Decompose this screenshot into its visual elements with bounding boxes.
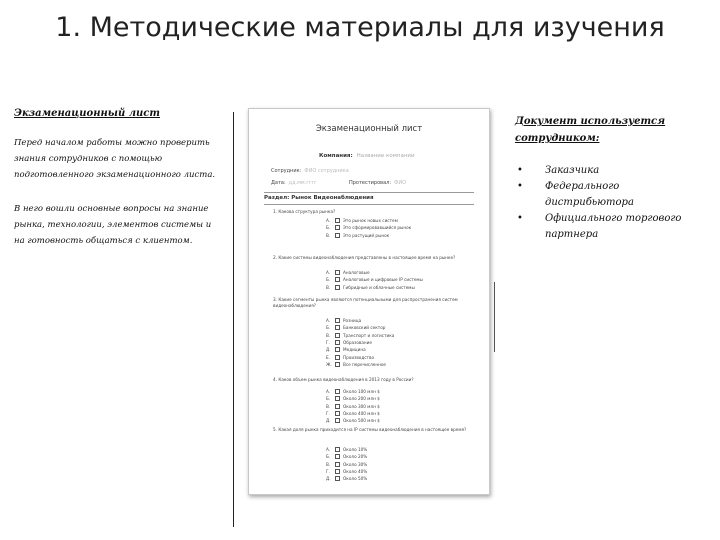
answer-checkbox[interactable] — [335, 389, 340, 394]
question-label: Какие сегменты рынка являются потенциальными для распространения систем видеонаблюдения? — [273, 297, 458, 308]
option-letter: А. — [326, 447, 331, 453]
answer-option — [326, 346, 394, 353]
exam-sheet-preview — [248, 108, 490, 495]
option-letter: А. — [326, 270, 331, 276]
option-text: Около 500 млн $ — [343, 418, 380, 424]
option-text: Розница — [343, 318, 362, 324]
left-column — [14, 108, 224, 267]
question-number: 3. — [273, 297, 277, 302]
question-number: 1. — [273, 209, 277, 214]
option-text: Банковский сектор — [343, 325, 386, 331]
option-text: Медицина — [343, 347, 366, 353]
bullet-text: Заказчика — [545, 165, 600, 176]
option-letter: Ж. — [326, 361, 332, 367]
question-text — [273, 377, 478, 383]
sheet-date-value: дд.мм.гггг — [288, 180, 317, 186]
answer-checkbox[interactable] — [335, 462, 340, 467]
sheet-date-label: Дата: — [271, 180, 286, 186]
option-text: Аналоговые — [343, 270, 370, 276]
answer-option — [326, 217, 411, 224]
sheet-date — [271, 180, 317, 186]
option-text: Около 400 млн $ — [343, 411, 380, 417]
sheet-company — [319, 153, 415, 159]
option-letter: Г. — [326, 469, 330, 475]
option-letter: Д. — [326, 476, 331, 482]
option-text: Транспорт и логистика — [343, 332, 395, 338]
option-letter: Е. — [326, 354, 330, 360]
question-number: 2. — [273, 255, 277, 260]
answer-option — [326, 317, 394, 324]
right-heading: Документ используется сотрудником: — [515, 116, 666, 144]
answer-options — [326, 317, 394, 368]
option-text: Около 300 млн $ — [343, 403, 380, 409]
answer-checkbox[interactable] — [335, 362, 340, 367]
option-text: Это рынок новых систем — [343, 218, 398, 224]
left-paragraph: В него вошли основные вопросы на знание рынка, технологии, элементов системы и на готовность общаться с клиентом. — [14, 204, 212, 246]
question-label: Каков объем рынка видеонаблюдения в 2013 году в России? — [278, 377, 414, 382]
option-letter: Б. — [326, 396, 331, 402]
option-letter: А. — [326, 318, 331, 324]
option-letter: Д. — [326, 347, 331, 353]
bullet-text: Официального торгового партнера — [545, 213, 682, 240]
slide-title: 1. Методические материалы для изучения — [55, 12, 665, 43]
answer-checkbox[interactable] — [335, 347, 340, 352]
answer-checkbox[interactable] — [335, 396, 340, 401]
answer-checkbox[interactable] — [335, 270, 340, 275]
bullet-icon: • — [517, 165, 523, 176]
answer-options — [326, 388, 380, 424]
option-letter: В. — [326, 284, 331, 290]
option-letter: В. — [326, 332, 331, 338]
option-letter: Б. — [326, 325, 331, 331]
bullet-text: Федерального дистрибьютора — [545, 181, 634, 208]
option-letter: В. — [326, 403, 331, 409]
answer-option — [326, 417, 380, 424]
left-paragraph: Перед началом работы можно проверить знания сотрудников с помощью подготовленного экзаменационного листа. — [14, 138, 216, 180]
answer-option — [326, 475, 367, 482]
bullet-icon: • — [517, 213, 523, 224]
answer-checkbox[interactable] — [335, 411, 340, 416]
option-letter: Б. — [326, 277, 331, 283]
answer-options — [326, 217, 411, 239]
bullet-icon: • — [517, 181, 523, 192]
option-text: Это растущий рынок — [343, 232, 390, 238]
option-letter: Г. — [326, 340, 330, 346]
answer-option — [326, 276, 423, 283]
answer-checkbox[interactable] — [335, 469, 340, 474]
option-text: Около 200 млн $ — [343, 396, 380, 402]
question-label: Какие системы видеонаблюдения представлены в настоящее время на рынке? — [278, 255, 456, 260]
option-text: Это сформировавшийся рынок — [343, 225, 412, 231]
left-heading: Экзаменационный лист — [14, 108, 160, 119]
sheet-rule — [264, 204, 474, 205]
answer-options — [326, 446, 367, 482]
answer-checkbox[interactable] — [335, 340, 340, 345]
option-letter: А. — [326, 218, 331, 224]
answer-checkbox[interactable] — [335, 218, 340, 223]
option-text: Образование — [343, 340, 372, 346]
option-letter: В. — [326, 232, 331, 238]
option-text: Около 40% — [343, 469, 368, 475]
sheet-section-title: Раздел: Рынок Видеонаблюдения — [264, 195, 374, 201]
answer-checkbox[interactable] — [335, 476, 340, 481]
sheet-employee — [271, 168, 349, 174]
answer-option — [326, 361, 394, 368]
option-letter: В. — [326, 461, 331, 467]
option-text: Около 100 млн $ — [343, 389, 380, 395]
question-text — [273, 297, 478, 309]
bullet-item — [515, 211, 710, 243]
answer-options — [326, 269, 423, 291]
question-text — [273, 255, 478, 261]
question-text — [273, 209, 478, 215]
answer-option — [326, 232, 411, 239]
answer-option — [326, 395, 380, 402]
answer-checkbox[interactable] — [335, 225, 340, 230]
answer-checkbox[interactable] — [335, 333, 340, 338]
answer-option — [326, 284, 423, 291]
bullet-list — [515, 163, 710, 243]
answer-checkbox[interactable] — [335, 355, 340, 360]
option-letter: Г. — [326, 411, 330, 417]
answer-option — [326, 453, 367, 460]
answer-option — [326, 468, 367, 475]
option-text: Около 20% — [343, 454, 368, 460]
answer-checkbox[interactable] — [335, 454, 340, 459]
option-text: Гибридные и облачные системы — [343, 284, 415, 290]
question-number: 4. — [273, 377, 277, 382]
answer-option — [326, 353, 394, 360]
bullet-item — [515, 179, 710, 211]
option-text: Все перечисленное — [343, 361, 386, 367]
answer-option — [326, 269, 423, 276]
option-letter: Б. — [326, 454, 331, 460]
answer-checkbox[interactable] — [335, 418, 340, 423]
answer-option — [326, 403, 380, 410]
answer-checkbox[interactable] — [335, 233, 340, 238]
answer-checkbox[interactable] — [335, 404, 340, 409]
answer-option — [326, 224, 411, 231]
sheet-rule — [264, 192, 474, 193]
bullet-item — [515, 163, 710, 179]
option-letter: А. — [326, 389, 331, 395]
answer-option — [326, 410, 380, 417]
question-label: Какова структура рынка? — [278, 209, 336, 214]
question-number: 5. — [273, 427, 277, 432]
answer-option — [326, 332, 394, 339]
answer-checkbox[interactable] — [335, 277, 340, 282]
answer-option — [326, 446, 367, 453]
option-text: Производство — [343, 354, 375, 360]
sheet-employee-label: Сотрудник: — [271, 168, 302, 174]
right-column — [515, 113, 710, 243]
option-text: Аналоговые и цифровые IP системы — [343, 277, 423, 283]
answer-option — [326, 324, 394, 331]
answer-checkbox[interactable] — [335, 447, 340, 452]
option-letter: Б. — [326, 225, 331, 231]
option-letter: Д. — [326, 418, 331, 424]
sheet-tested-value: ФИО — [394, 180, 407, 186]
sheet-employee-value: ФИО сотрудника — [304, 168, 349, 174]
option-text: Около 30% — [343, 461, 368, 467]
sheet-tested — [349, 180, 406, 186]
option-text: Около 50% — [343, 476, 368, 482]
sheet-tested-label: Протестировал: — [349, 180, 392, 186]
answer-checkbox[interactable] — [335, 285, 340, 290]
answer-checkbox[interactable] — [335, 325, 340, 330]
divider-line-short — [494, 282, 495, 352]
sheet-company-value: Название компании — [356, 153, 415, 159]
divider-line — [233, 112, 234, 527]
answer-option — [326, 339, 394, 346]
answer-option — [326, 461, 367, 468]
question-label: Какая доля рынка приходится на IP системы видеонаблюдения в настоящее время? — [278, 427, 467, 432]
answer-checkbox[interactable] — [335, 318, 340, 323]
answer-option — [326, 388, 380, 395]
question-text — [273, 427, 478, 433]
sheet-title: Экзаменационный лист — [315, 124, 423, 134]
sheet-company-label: Компания: — [319, 153, 353, 159]
option-text: Около 10% — [343, 447, 368, 453]
